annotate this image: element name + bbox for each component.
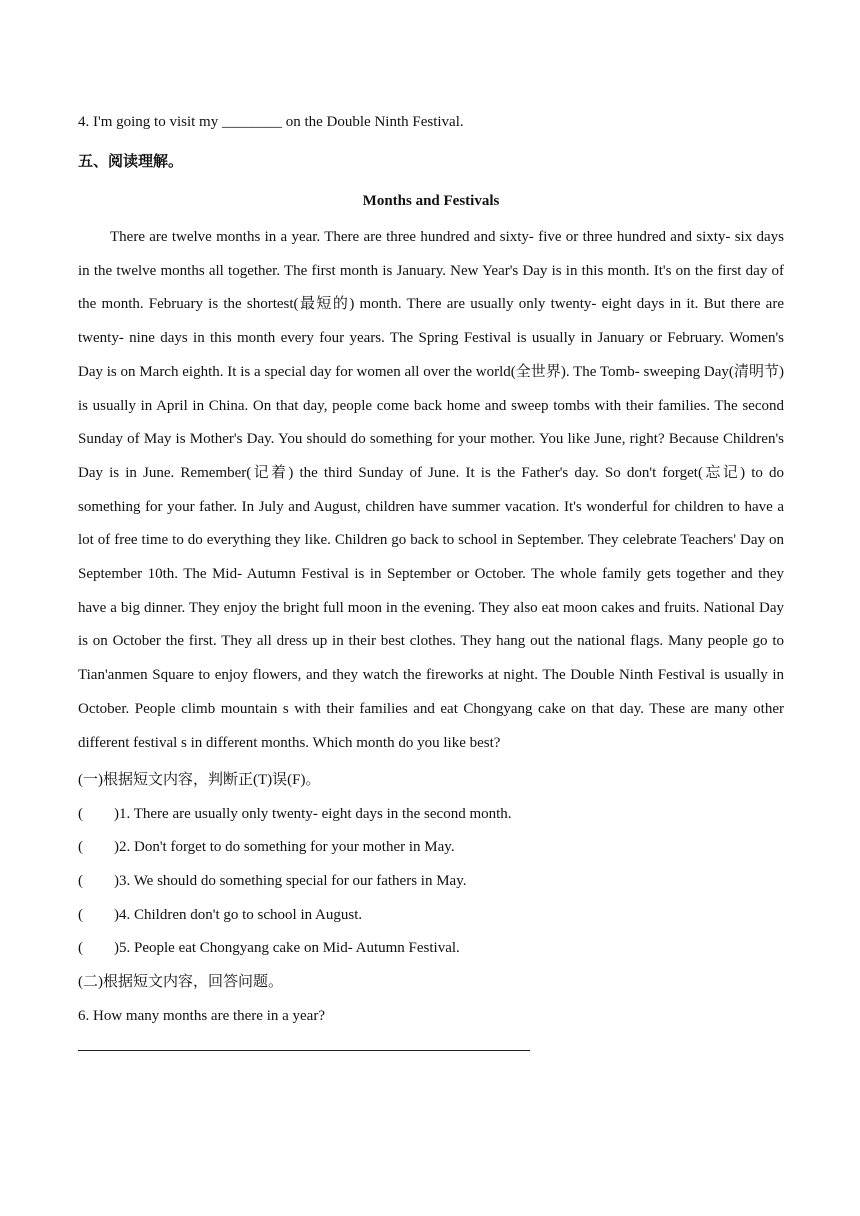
part1-instruction: (一)根据短文内容，判断正(T)误(F)。 <box>78 772 321 788</box>
answer-blank[interactable]: ( <box>78 906 83 923</box>
answer-blank[interactable]: ( <box>78 805 83 822</box>
tf-item-text: )2. Don't forget to do something for your mother in May. <box>114 839 455 856</box>
part2-instruction: (二)根据短文内容，回答问题。 <box>78 974 283 991</box>
passage-text: There are twelve months in a year. There are three hundred and sixty- five or three hundred and sixty- six days in the twelve months all together. The first month is January. New Year's Day is in this month. It's on the first day of the month. February is the shortest(最短的) month. There are usually only twenty- eight days in it. But there are twenty- nine days in this month every four years. The Spring Festival is usually in January or February. Women's Day is on March eighth. It is a special day for women all over the world(全世界). The Tomb- sweeping Day(清明节) is usually in April in China. On that day, people come back home and sweep tombs with their families. The second Sunday of May is Mother's Day. You should do something for your mother. You like June, right? Because Children's Day is in June. Remember(记着) the third Sunday of June. It is the Father's day. So don't forget(忘记) to do something for your father. In July and August, children have summer vacation. It's wonderful for children to have a lot of free time to do everything they like. Children go back to school in September. They celebrate Teachers' Day on September 10th. The Mid- Autumn Festival is in September or October. The whole family gets together and they have a big dinner. They enjoy the bright full moon in the evening. They also eat moon cakes and fruits. National Day is on October the first. They all dress up in their best clothes. They hang out the national flags. Many people go to Tian'anmen Square to enjoy flowers, and they watch the fireworks at night. The Double Ninth Festival is usually in October. People climb mountain s with their families and eat Chongyang cake on that day. These are many other different festival s in different months. Which month do you like best? <box>78 229 784 751</box>
tf-item-5 <box>78 932 784 966</box>
question-4: 4. I'm going to visit my ________ on the Double Ninth Festival. <box>78 114 464 130</box>
question-6: 6. How many months are there in a year? <box>78 1007 325 1024</box>
section-heading-reading: 五、阅读理解。 <box>78 152 184 170</box>
tf-item-3 <box>78 865 784 899</box>
answer-blank[interactable]: ( <box>78 839 83 856</box>
tf-item-text: )1. There are usually only twenty- eight days in the second month. <box>114 805 512 822</box>
tf-item-text: )3. We should do something special for our fathers in May. <box>114 873 467 890</box>
tf-item-text: )4. Children don't go to school in August. <box>114 906 363 923</box>
exercises <box>78 764 784 1051</box>
tf-item-text: )5. People eat Chongyang cake on Mid- Autumn Festival. <box>114 940 460 957</box>
answer-blank[interactable]: ( <box>78 940 83 957</box>
tf-item-1 <box>78 798 784 832</box>
answer-line[interactable] <box>78 1050 530 1051</box>
passage-title: Months and Festivals <box>362 193 500 209</box>
answer-blank[interactable]: ( <box>78 873 83 890</box>
tf-item-2 <box>78 831 784 865</box>
tf-item-4 <box>78 899 784 933</box>
